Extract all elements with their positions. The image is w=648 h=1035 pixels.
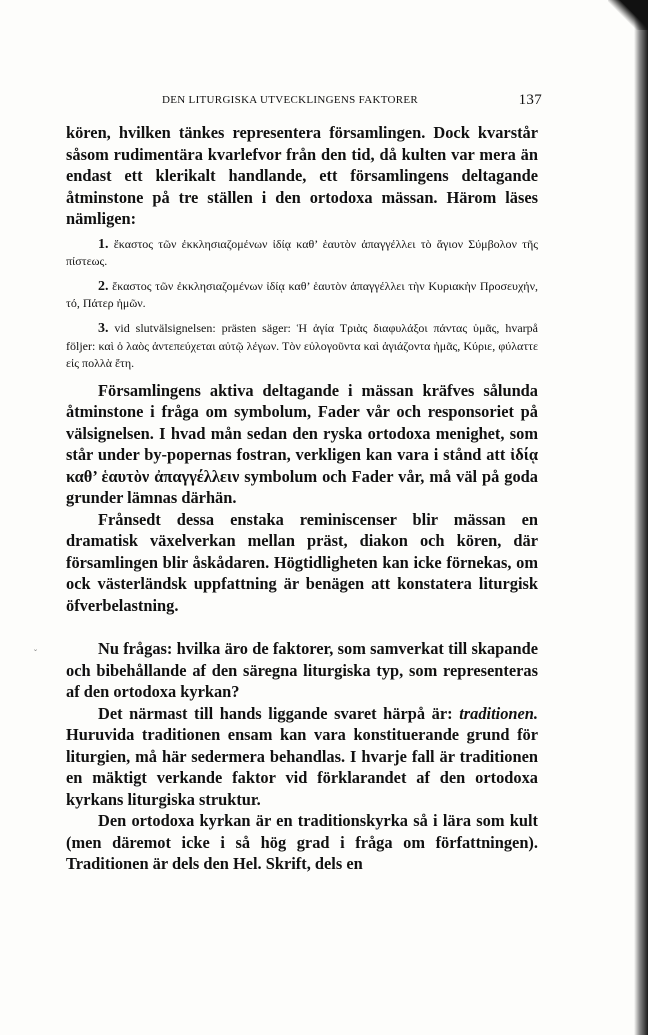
section-gap: [66, 616, 538, 638]
quote-2: [66, 278, 538, 312]
quote-3: [66, 320, 538, 372]
paragraph-5-start: Det närmast till hands liggande svaret härpå är:: [98, 703, 460, 723]
quote-2-number: 2.: [98, 278, 109, 294]
page-corner-shadow: [608, 0, 648, 30]
quote-3-text: vid slutvälsignelsen: prästen säger: Ἡ ἁγία Τριὰς διαφυλάξοι πάντας ὑμᾶς, hvarpå följer: καὶ ὁ λαὸς ἀντεπεύχεται αὐτῷ λέγων. Τὸν εὐλογοῦντα καὶ ἁγιάζοντα ἡμᾶς, Κύριε, φύλαττε εἰς πολλὰ ἔτη.: [66, 321, 539, 370]
paragraph-5-emphasis: traditionen.: [459, 703, 538, 723]
quote-3-number: 3.: [98, 321, 109, 337]
quote-1-number: 1.: [98, 236, 109, 252]
running-header: [162, 92, 542, 110]
margin-mark: ˘: [34, 648, 37, 658]
paragraph-5-end: Huruvida traditionen ensam kan vara konstituerande grund för liturgien, må här sedermera behandlas. I hvarje fall är traditionen en mäktigt verkande faktor vid förklarandet af den ortodoxa kyrkans liturgiska struktur.: [66, 725, 538, 809]
paragraph-2: Församlingens aktiva deltagande i mässan kräfves sålunda åtminstone i fråga om symbolum, Fader vår och responsoriet på välsignelsen. I hvad mån sedan den ryska ortodoxa menighet, som står under by-popernas fostran, verkligen kan vara i stånd att ἰδίᾳ καθ’ ἑαυτὸν ἀπαγγέλλειν symbolum och Fader vår, må väl på goda grunder lämnas därhän.: [66, 380, 538, 508]
quote-2-text: ἕκαστος τῶν ἐκκλησιαζομένων ἰδίᾳ καθ’ ἑαυτὸν ἀπαγγέλλει τὴν Κυριακὴν Προσευχήν, τό, Πάτερ ἡμῶν.: [66, 278, 539, 311]
quote-1-text: ἕκαστος τῶν ἐκκλησιαζομένων ἰδίᾳ καθ’ ἑαυτὸν ἀπαγγέλλει τὸ ἅγιον Σύμβολον τῆς πίστεως.: [66, 236, 538, 268]
running-title: DEN LITURGISKA UTVECKLINGENS FAKTORER: [162, 94, 419, 106]
paragraph-1: kören, hvilken tänkes representera församlingen. Dock kvarstår såsom rudimentära kvarlefvor från den tid, då kulten var mera än endast ett klerikalt handlande, ett församlingens deltagande åtminstone på tre ställen i den ortodoxa mässan. Härom läses nämligen:: [66, 123, 538, 228]
page-number: 137: [518, 92, 542, 108]
paragraph-5: [66, 703, 538, 811]
quote-1: [66, 236, 538, 270]
page-edge-shadow: [634, 0, 648, 1035]
paragraph-3: Frånsedt dessa enstaka reminiscenser blir mässan en dramatisk växelverkan mellan präst, diakon och kören, där församlingen blir åskådaren. Högtidligheten kan icke förnekas, om ock västerländsk uppfattning är benägen att konstatera liturgisk öfverbelastning.: [66, 509, 538, 615]
paragraph-6: Den ortodoxa kyrkan är en traditionskyrka så i lära som kult (men däremot icke i så hög grad i fråga om författningen). Traditionen är dels den Hel. Skrift, dels en: [66, 811, 538, 874]
body-text: [66, 122, 538, 875]
paragraph-4: Nu frågas: hvilka äro de faktorer, som samverkat till skapande och bibehållande af den säregna liturgiska typ, som representeras af den ortodoxa kyrkan?: [66, 639, 538, 702]
